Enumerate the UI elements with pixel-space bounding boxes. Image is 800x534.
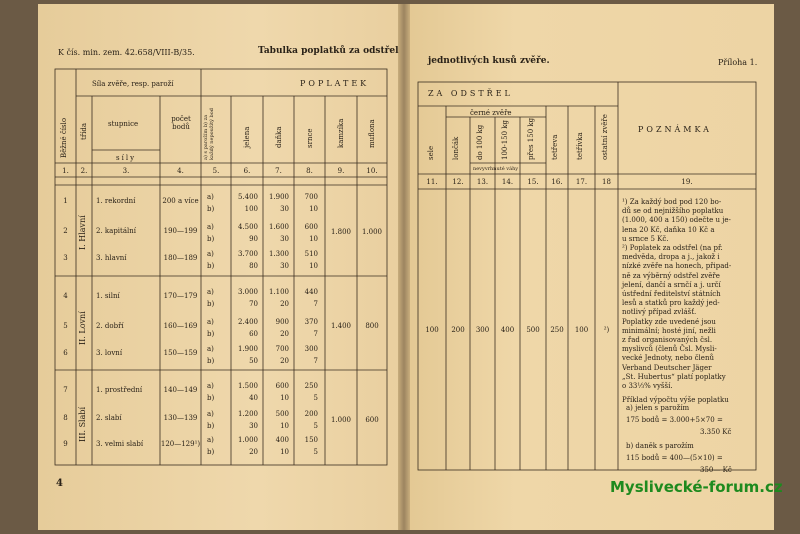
danek-b: 30	[280, 262, 289, 270]
stupnice-cell: 1. rekordní	[96, 197, 136, 205]
row-num: 3	[63, 254, 68, 262]
header-trida: třída	[80, 122, 88, 140]
stupnice-cell: 2. dobří	[96, 322, 124, 330]
danek-a: 700	[275, 345, 289, 353]
col-num: 14.	[501, 178, 514, 186]
body-cell: 200 a více	[162, 197, 199, 205]
jelen-a: 3.700	[237, 250, 258, 258]
b-label: b)	[207, 448, 215, 456]
page-title-right: jednotlivých kusů zvěře.	[428, 56, 550, 66]
note-line: myslivců (členů Čsl. Mysli-	[622, 345, 717, 354]
a-label: a)	[207, 318, 214, 326]
srnec-b: 10	[309, 262, 318, 270]
col-num: 19.	[681, 178, 693, 186]
note-line: z řad organisovaných čsl.	[622, 336, 713, 344]
danek-b: 30	[280, 235, 289, 243]
jelen-a: 1.000	[237, 436, 258, 444]
note-line: ²) Poplatek za odstřel (na př.	[622, 244, 723, 252]
col-num: 12.	[452, 178, 464, 186]
value-cell: 300	[475, 326, 490, 334]
jelen-b: 50	[249, 357, 258, 365]
jelen-b: 40	[249, 394, 258, 402]
a-label: a)	[207, 410, 214, 418]
b-label: b)	[207, 330, 215, 338]
jelen-b: 60	[249, 330, 258, 338]
danek-a: 1.300	[268, 250, 289, 258]
body-cell: 140—149	[163, 386, 198, 394]
srnec-b: 7	[313, 300, 318, 308]
danek-b: 20	[280, 300, 289, 308]
jelen-a: 1.900	[237, 345, 258, 353]
page-number: 4	[56, 478, 63, 489]
note-line: vecké Jednoty, nebo členů	[622, 354, 714, 363]
stupnice-cell: 2. slabí	[96, 414, 122, 422]
col-num: 16.	[551, 178, 563, 186]
a-label: a)	[207, 288, 214, 296]
class-label-3: III. Slabí	[78, 406, 87, 442]
stupnice-cell: 3. velmi slabí	[96, 440, 144, 448]
b-label: b)	[207, 262, 215, 270]
jelen-b: 70	[249, 300, 258, 308]
class-label-2: II. Lovní	[78, 311, 87, 345]
srnec-b: 10	[309, 235, 318, 243]
header-sily: síly	[116, 154, 137, 162]
header-muflona: muflona	[368, 119, 376, 148]
srnec-b: 10	[309, 205, 318, 213]
kamzik-class-2: 1.400	[330, 322, 352, 330]
jelen-b: 20	[249, 448, 258, 456]
stupnice-cell: 3. hlavní	[96, 254, 127, 262]
danek-a: 1.600	[268, 223, 289, 231]
header-srnce: srnce	[306, 128, 314, 148]
body-cell: 170—179	[163, 292, 198, 300]
col-num: 17.	[575, 178, 588, 186]
col-num-5: 5.	[212, 167, 220, 175]
row-num: 2	[63, 227, 68, 235]
jelen-b: 80	[249, 262, 258, 270]
header-ostatni: ostatní zvěře	[601, 114, 609, 160]
header-100-150: 100-150 kg	[501, 119, 509, 160]
body-cell: 130—139	[163, 414, 198, 422]
value-cell: 100	[574, 326, 589, 334]
b-label: b)	[207, 205, 215, 213]
note-line: ¹) Za každý bod pod 120 bo-	[622, 198, 722, 206]
srnec-b: 7	[313, 330, 318, 338]
b-label: b)	[207, 422, 215, 430]
note-line: lesů a statků pro každý jed-	[622, 299, 720, 308]
ref-number: K čís. min. zem. 42.658/VIII-B/35.	[58, 48, 195, 57]
danek-b: 10	[280, 448, 289, 456]
example-line: a) jelen s parožím	[626, 404, 690, 412]
srnec-a: 370	[304, 318, 318, 326]
muflon-class-1: 1.000	[361, 228, 383, 236]
col-num: 13.	[476, 178, 489, 186]
note-line: medvěda, dropa a j., jakož i	[622, 253, 720, 262]
jelen-a: 1.200	[237, 410, 258, 418]
row-num: 4	[63, 292, 68, 300]
b-label: b)	[207, 300, 215, 308]
kamzik-class-1: 1.800	[330, 228, 352, 236]
danek-a: 400	[275, 436, 289, 444]
body-cell: 180—189	[163, 254, 198, 262]
a-label: a)	[207, 223, 214, 231]
srnec-a: 200	[304, 410, 318, 418]
jelen-b: 30	[249, 422, 258, 430]
header-danka: daňka	[275, 126, 283, 148]
note-line: u srnce 5 Kč.	[622, 234, 669, 243]
header-a-b-note: a) s parožím b) za každý nepoužitý bod	[203, 108, 215, 160]
col-num-4: 4.	[177, 167, 184, 175]
srnec-b: 7	[313, 357, 318, 365]
a-label: a)	[207, 193, 214, 201]
col-num-2: 2.	[80, 167, 88, 175]
b-label: b)	[207, 357, 215, 365]
class-label-1: I. Hlavní	[78, 215, 87, 250]
header-kamzika: kamzíka	[337, 118, 345, 148]
jelen-a: 1.500	[237, 382, 258, 390]
srnec-a: 300	[304, 345, 318, 353]
stupnice-cell: 2. kapitální	[96, 227, 137, 235]
a-label: a)	[207, 345, 214, 353]
danek-a: 500	[275, 410, 289, 418]
a-label: a)	[207, 436, 214, 444]
header-cerne-zvere: černé zvěře	[470, 109, 512, 117]
body-cell: 120—129¹)	[160, 440, 201, 448]
stupnice-cell: 3. lovní	[96, 349, 123, 357]
srnec-b: 5	[313, 448, 318, 456]
col-num-7: 7.	[275, 167, 282, 175]
row-num: 7	[63, 386, 68, 394]
header-tetrivka: tetřívka	[576, 132, 584, 160]
note-line: ně za výběrný odstřel zvěře	[622, 271, 720, 280]
note-line: (1.000, 400 a 150) odečte u je-	[622, 216, 731, 225]
header-za-odstrel: ZA ODSTŘEL	[428, 89, 513, 98]
watermark: Myslivecké-forum.cz	[610, 478, 783, 496]
muflon-class-3: 600	[365, 416, 379, 424]
srnec-a: 150	[304, 436, 318, 444]
col-num-10: 10.	[366, 167, 378, 175]
note-line: notlivý případ zvlášť.	[622, 308, 697, 317]
priloha: Příloha 1.	[718, 58, 758, 67]
srnec-a: 440	[304, 288, 318, 296]
col-num: 15.	[527, 178, 539, 186]
stupnice-cell: 1. silní	[96, 292, 120, 300]
value-cell: 200	[451, 326, 465, 334]
header-loncak: lončák	[452, 136, 460, 160]
header-do-100: do 100 kg	[476, 124, 484, 160]
srnec-a: 600	[304, 223, 318, 231]
row-num: 9	[63, 440, 68, 448]
row-num: 6	[63, 349, 68, 357]
header-pocet-bodu: počet bodů	[171, 115, 191, 131]
jelen-a: 5.400	[237, 193, 258, 201]
header-sila-zvere: Síla zvěře, resp. paroží	[92, 80, 174, 88]
example-line: b) daněk s parožím	[626, 442, 694, 450]
danek-a: 900	[275, 318, 289, 326]
danek-a: 1.100	[268, 288, 289, 296]
value-cell: 500	[526, 326, 540, 334]
col-num-3: 3.	[122, 167, 130, 175]
value-cell: ²)	[603, 326, 610, 334]
body-cell: 160—169	[163, 322, 198, 330]
example-line: 350— Kč	[700, 466, 732, 474]
srnec-a: 510	[304, 250, 318, 258]
b-label: b)	[207, 394, 215, 402]
srnec-b: 5	[313, 422, 318, 430]
col-num: 11.	[426, 178, 438, 186]
note-line: Verband Deutscher Jäger	[622, 363, 712, 372]
jelen-a: 4.500	[237, 223, 258, 231]
value-cell: 100	[425, 326, 439, 334]
example-line: 115 bodů = 400—(5×10) =	[626, 454, 723, 462]
srnec-a: 250	[304, 382, 318, 390]
a-label: a)	[207, 250, 214, 258]
header-poplatek: POPLATEK	[300, 79, 370, 88]
header-bezne-cislo: Běžné číslo	[60, 117, 68, 158]
row-num: 5	[63, 322, 68, 330]
header-jelena: jelena	[243, 126, 251, 148]
danek-b: 10	[280, 394, 289, 402]
note-line: dů se od nejnižšího poplatku	[622, 207, 724, 216]
danek-b: 30	[280, 205, 289, 213]
row-num: 8	[63, 414, 68, 422]
jelen-a: 3.000	[237, 288, 258, 296]
srnec-a: 700	[304, 193, 318, 201]
muflon-class-2: 800	[365, 322, 379, 330]
danek-b: 20	[280, 357, 289, 365]
note-line: jelení, dančí a srnčí a j. určí	[622, 280, 721, 289]
value-cell: 400	[500, 326, 515, 334]
stupnice-cell: 1. prostřední	[96, 386, 143, 394]
danek-a: 1.900	[268, 193, 289, 201]
example-line: 3.350 Kč	[700, 428, 732, 436]
header-pres-150: přes 150 kg	[527, 117, 535, 160]
jelen-b: 100	[244, 205, 258, 213]
note-line: lena 20 Kč, daňka 10 Kč a	[622, 225, 715, 234]
body-cell: 150—159	[163, 349, 198, 357]
note-line: minimální; hosté jiní, nežli	[622, 326, 716, 335]
header-tetreva: tetřeva	[551, 134, 559, 160]
jelen-b: 90	[249, 235, 258, 243]
note-line: „St. Hubertus“ platí poplatky	[622, 372, 726, 381]
danek-b: 20	[280, 330, 289, 338]
srnec-b: 5	[313, 394, 318, 402]
header-poznamka: POZNÁMKA	[638, 125, 712, 134]
note-line: Poplatky zde uvedené jsou	[622, 317, 716, 326]
note-line: o 33⅓% vyšší.	[622, 382, 673, 390]
example-line: 175 bodů = 3.000+5×70 =	[626, 416, 723, 424]
b-label: b)	[207, 235, 215, 243]
col-num: 18	[602, 178, 611, 186]
body-cell: 190—199	[163, 227, 198, 235]
col-num-8: 8.	[306, 167, 313, 175]
note-line: nízké zvěře na honech, připad-	[622, 262, 732, 271]
col-num-6: 6.	[243, 167, 251, 175]
danek-a: 600	[275, 382, 289, 390]
kamzik-class-3: 1.000	[330, 416, 352, 424]
note-line: ústřední ředitelství státních	[622, 290, 721, 298]
header-stupnice: stupnice	[108, 120, 139, 128]
col-num-1: 1.	[62, 167, 69, 175]
header-sele: sele	[427, 145, 435, 160]
page-title-left: Tabulka poplatků za odstřel	[258, 46, 399, 56]
header-nevyvrhnute: nevyvrhnuté váhy	[473, 166, 519, 172]
jelen-a: 2.400	[237, 318, 258, 326]
col-num-9: 9.	[337, 167, 345, 175]
example-title: Příklad výpočtu výše poplatku	[622, 396, 729, 404]
danek-b: 10	[280, 422, 289, 430]
value-cell: 250	[550, 326, 564, 334]
row-num: 1	[63, 197, 68, 205]
a-label: a)	[207, 382, 214, 390]
